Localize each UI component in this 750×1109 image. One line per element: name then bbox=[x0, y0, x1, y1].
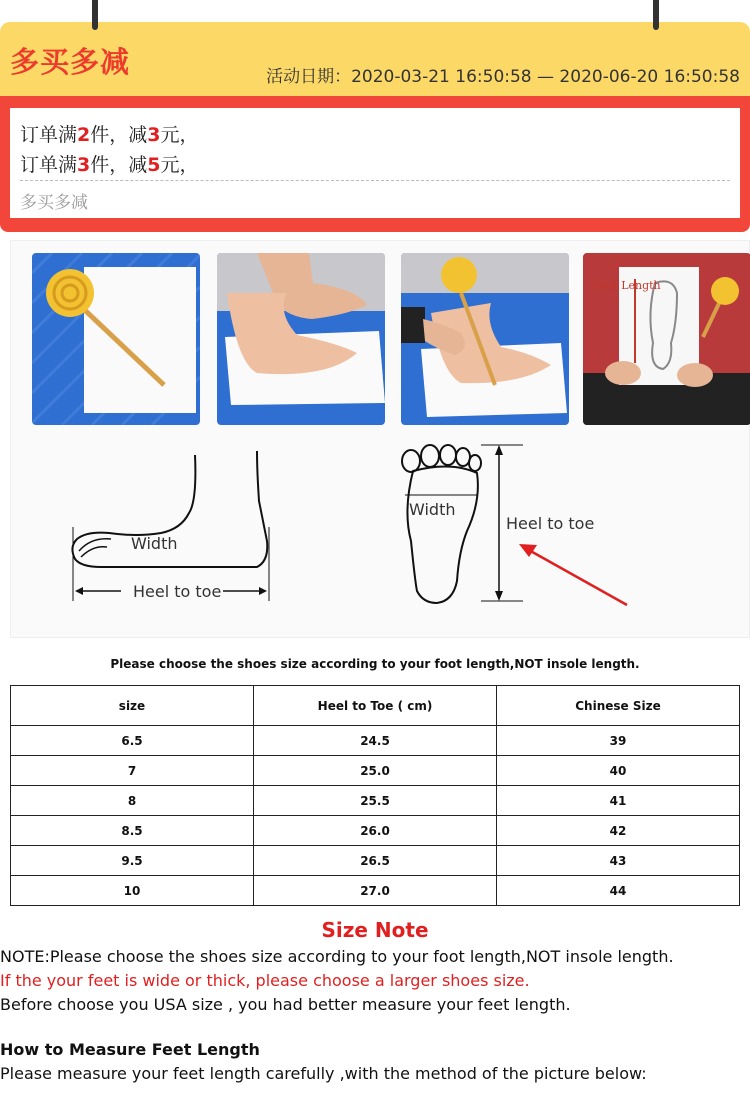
promo-rule: 订单满3件，减5元， bbox=[20, 154, 199, 176]
cell-heel-to-toe: 25.5 bbox=[254, 786, 497, 816]
hanger-left-icon bbox=[92, 0, 98, 30]
top-width-label: Width bbox=[409, 500, 456, 519]
table-row bbox=[11, 846, 740, 876]
table-header-row bbox=[11, 686, 740, 726]
cell-chinese-size: 41 bbox=[497, 786, 740, 816]
header-heel-to-toe: Heel to Toe ( cm) bbox=[254, 686, 497, 726]
promo-footer: 多买多减 bbox=[20, 193, 88, 213]
cell-heel-to-toe: 25.0 bbox=[254, 756, 497, 786]
size-table-note: Please choose the shoes size according to your foot length,NOT insole length. bbox=[110, 657, 640, 671]
size-note-warning: If the your feet is wide or thick, please choose a larger shoes size. bbox=[0, 971, 530, 990]
foot-length-label: Foot Length bbox=[593, 279, 661, 292]
cell-heel-to-toe: 24.5 bbox=[254, 726, 497, 756]
size-note-line: Before choose you USA size , you had better measure your feet length. bbox=[0, 995, 571, 1014]
photo-paper-pencil bbox=[32, 253, 200, 425]
table-row bbox=[11, 816, 740, 846]
how-to-title: How to Measure Feet Length bbox=[0, 1040, 260, 1059]
how-to-text: Please measure your feet length carefully ,with the method of the picture below: bbox=[0, 1064, 647, 1083]
measure-diagram bbox=[11, 441, 750, 631]
cell-chinese-size: 43 bbox=[497, 846, 740, 876]
top-heel-to-toe-label: Heel to toe bbox=[506, 514, 595, 533]
cell-heel-to-toe: 26.5 bbox=[254, 846, 497, 876]
cell-heel-to-toe: 27.0 bbox=[254, 876, 497, 906]
photo-tracing-foot bbox=[401, 253, 569, 425]
promo-rules-card bbox=[10, 108, 740, 218]
cell-size: 10 bbox=[11, 876, 254, 906]
measure-instructions-image bbox=[10, 240, 750, 638]
arrow-icon bbox=[527, 549, 627, 605]
table-row bbox=[11, 756, 740, 786]
promo-divider bbox=[20, 180, 730, 181]
size-table bbox=[10, 685, 740, 906]
cell-size: 9.5 bbox=[11, 846, 254, 876]
size-note-line: NOTE:Please choose the shoes size according to your foot length,NOT insole length. bbox=[0, 947, 674, 966]
cell-size: 8.5 bbox=[11, 816, 254, 846]
table-row bbox=[11, 786, 740, 816]
promo-title: 多买多减 bbox=[10, 45, 131, 79]
size-note-title: Size Note bbox=[321, 918, 429, 942]
top-foot-outline bbox=[407, 466, 477, 603]
header-size: size bbox=[11, 686, 254, 726]
cell-size: 6.5 bbox=[11, 726, 254, 756]
header-chinese-size: Chinese Size bbox=[497, 686, 740, 726]
photo-holding-outline bbox=[583, 253, 750, 425]
side-width-label: Width bbox=[131, 534, 178, 553]
promo-rule: 订单满2件，减3元， bbox=[20, 124, 199, 146]
cell-heel-to-toe: 26.0 bbox=[254, 816, 497, 846]
cell-size: 7 bbox=[11, 756, 254, 786]
side-heel-to-toe-label: Heel to toe bbox=[133, 582, 222, 601]
photo-foot-on-paper bbox=[217, 253, 385, 425]
promo-date: 活动日期：2020-03-21 16:50:58 — 2020-06-20 16:50:58 bbox=[266, 67, 740, 87]
cell-size: 8 bbox=[11, 786, 254, 816]
cell-chinese-size: 42 bbox=[497, 816, 740, 846]
cell-chinese-size: 40 bbox=[497, 756, 740, 786]
cell-chinese-size: 44 bbox=[497, 876, 740, 906]
cell-chinese-size: 39 bbox=[497, 726, 740, 756]
table-row bbox=[11, 876, 740, 906]
table-row bbox=[11, 726, 740, 756]
promo-banner bbox=[0, 0, 750, 232]
hanger-right-icon bbox=[653, 0, 659, 30]
